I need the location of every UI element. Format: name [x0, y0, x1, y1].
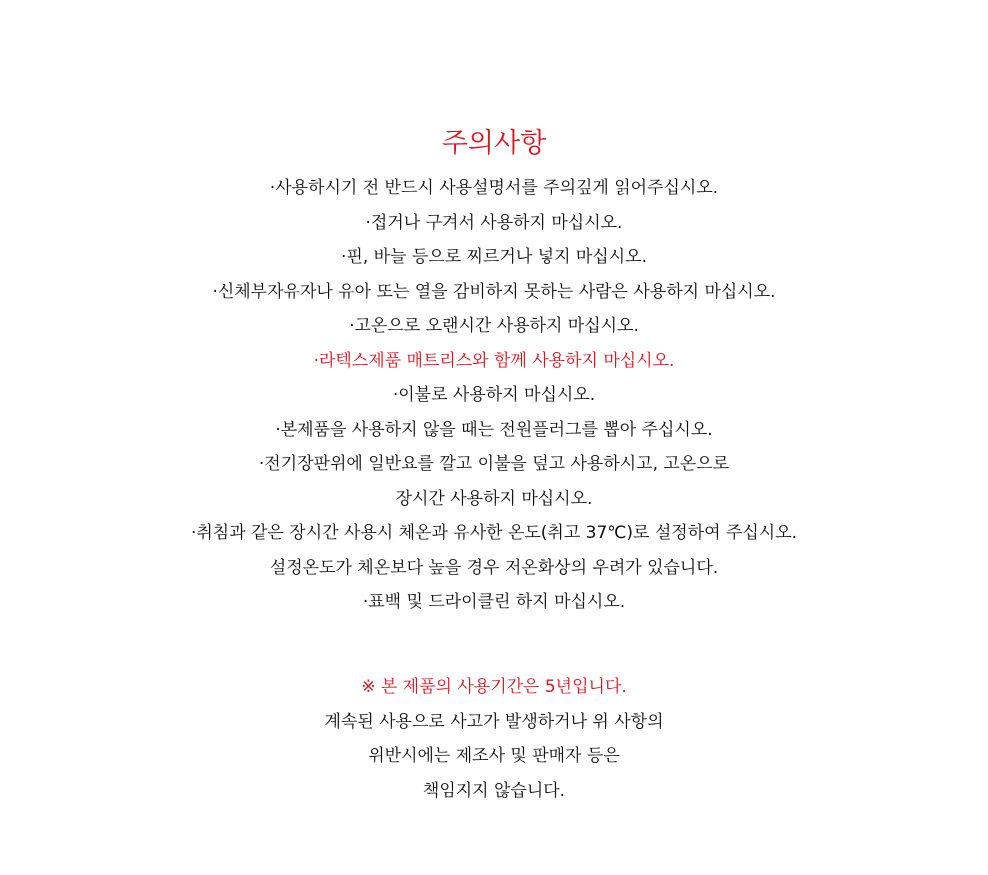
disclaimer-notice — [0, 670, 988, 808]
precaution-item: ·사용하시기 전 반드시 사용설명서를 주의깊게 읽어주십시오. — [269, 178, 719, 198]
page-title: 주의사항 — [441, 128, 547, 159]
disclaimer-line: 위반시에는 제조사 및 판매자 등은 — [368, 746, 620, 766]
precaution-list — [0, 171, 988, 620]
precaution-item-continued: 설정온도가 체온보다 높을 경우 저온화상의 우려가 있습니다. — [269, 557, 719, 578]
precaution-item: ·전기장판위에 일반요를 깔고 이불을 덮고 사용하시고, 고온으로 — [258, 454, 730, 474]
precaution-item: ·신체부자유자나 유아 또는 열을 감비하지 못하는 사람은 사용하지 마십시오. — [212, 281, 776, 302]
disclaimer-line: 책임지지 않습니다. — [422, 780, 566, 801]
usage-period-notice: ※ 본 제품의 사용기간은 5년입니다. — [361, 677, 627, 697]
precaution-item: ·접거나 구겨서 사용하지 마십시오. — [365, 212, 623, 233]
precaution-item-continued: 장시간 사용하지 마십시오. — [395, 488, 593, 509]
precaution-item-highlighted: ·라텍스제품 매트리스와 함께 사용하지 마십시오. — [313, 350, 675, 371]
precaution-item: ·표백 및 드라이클린 하지 마십시오. — [362, 592, 626, 612]
disclaimer-line: 계속된 사용으로 사고가 발생하거나 위 사항의 — [324, 711, 664, 732]
precaution-item: ·핀, 바늘 등으로 찌르거나 넣지 마십시오. — [341, 247, 647, 267]
precaution-item: ·본제품을 사용하지 않을 때는 전원플러그를 뽑아 주십시오. — [275, 419, 713, 440]
precaution-item: ·고온으로 오랜시간 사용하지 마십시오. — [349, 316, 639, 336]
precaution-item: ·취침과 같은 장시간 사용시 체온과 유사한 온도(취고 37℃)로 설정하여 주십시오. — [190, 523, 798, 543]
precaution-item: ·이불로 사용하지 마십시오. — [392, 385, 596, 405]
